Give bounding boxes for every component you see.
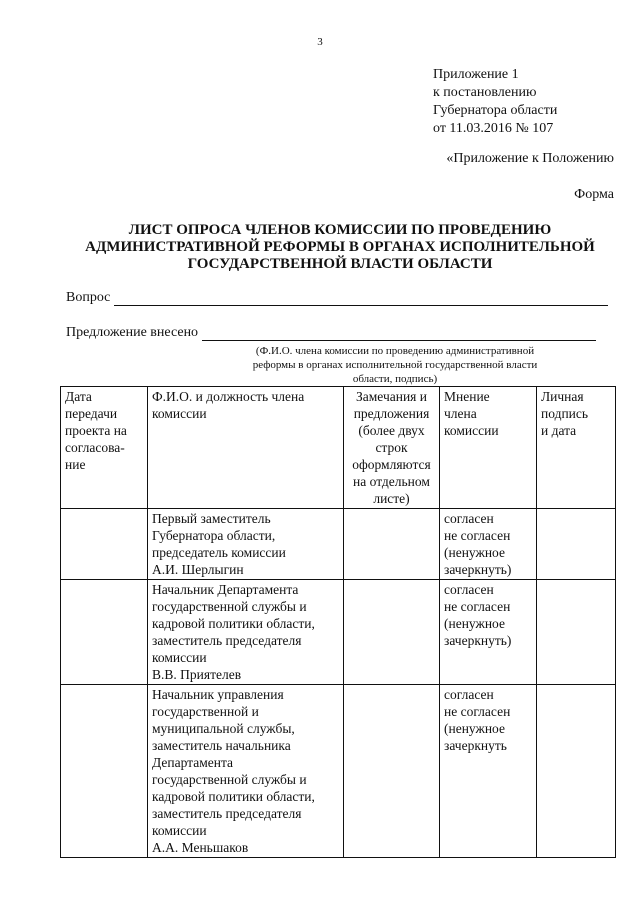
appendix-line: Губернатора области [433, 103, 558, 118]
member-cell: Начальник Департамента государственной службы и кадровой политики области, заместитель председателя комиссии В.В. Приятелев [148, 580, 344, 685]
appendix-line: от 11.03.2016 № 107 [433, 121, 554, 136]
table-header-row [61, 387, 616, 509]
member-cell: Начальник управления государственной и муниципальной службы, заместитель начальника Департамента государственной службы и кадровой политики области, заместитель председателя комиссии А.А. Меньшаков [148, 685, 344, 858]
note-line: реформы в органах исполнительной государственной власти [252, 359, 538, 371]
proposal-blank-line[interactable] [202, 339, 596, 341]
header-member: Ф.И.О. и должность члена комиссии [148, 387, 344, 509]
survey-table [60, 386, 616, 858]
table-row [61, 580, 616, 685]
title-line: ГОСУДАРСТВЕННОЙ ВЛАСТИ ОБЛАСТИ [187, 256, 493, 272]
title-line: ЛИСТ ОПРОСА ЧЛЕНОВ КОМИССИИ ПО ПРОВЕДЕНИЮ [128, 222, 552, 238]
opinion-cell: согласен не согласен (ненужное зачеркнуть) [440, 509, 537, 580]
appendix-line: Приложение 1 [433, 67, 519, 82]
appendix-block [433, 66, 557, 138]
header-date: Дата передачи проекта на согласова- ние [61, 387, 148, 509]
table-row [61, 509, 616, 580]
proposal-label: Предложение внесено [66, 325, 199, 340]
header-remarks: Замечания и предложения (более двух строк оформляются на отдельном листе) [344, 387, 440, 509]
header-signature: Личная подпись и дата [537, 387, 616, 509]
date-cell[interactable] [61, 685, 148, 858]
note-line: (Ф.И.О. члена комиссии по проведению административной [255, 345, 535, 357]
table-row [61, 685, 616, 858]
header-opinion: Мнение члена комиссии [440, 387, 537, 509]
date-cell[interactable] [61, 580, 148, 685]
signature-cell[interactable] [537, 509, 616, 580]
appendix-line: к постановлению [433, 85, 537, 100]
title-line: АДМИНИСТРАТИВНОЙ РЕФОРМЫ В ОРГАНАХ ИСПОЛНИТЕЛЬНОЙ [85, 239, 595, 255]
signature-cell[interactable] [537, 580, 616, 685]
member-cell: Первый заместитель Губернатора области, председатель комиссии А.И. Шерлыгин [148, 509, 344, 580]
note-line: области, подпись) [352, 373, 438, 385]
proposal-field [66, 325, 596, 341]
question-label: Вопрос [66, 290, 111, 305]
remarks-cell[interactable] [344, 509, 440, 580]
appendix-to-regulation: «Приложение к Положению [446, 151, 614, 166]
signature-cell[interactable] [537, 685, 616, 858]
question-field [66, 290, 608, 306]
remarks-cell[interactable] [344, 580, 440, 685]
form-label: Форма [574, 187, 614, 202]
question-blank-line[interactable] [114, 304, 608, 306]
remarks-cell[interactable] [344, 685, 440, 858]
opinion-cell: согласен не согласен (ненужное зачеркнуть [440, 685, 537, 858]
document-title [60, 222, 620, 273]
opinion-cell: согласен не согласен (ненужное зачеркнуть) [440, 580, 537, 685]
date-cell[interactable] [61, 509, 148, 580]
proposal-note [215, 344, 575, 386]
page-number: 3 [317, 36, 323, 48]
